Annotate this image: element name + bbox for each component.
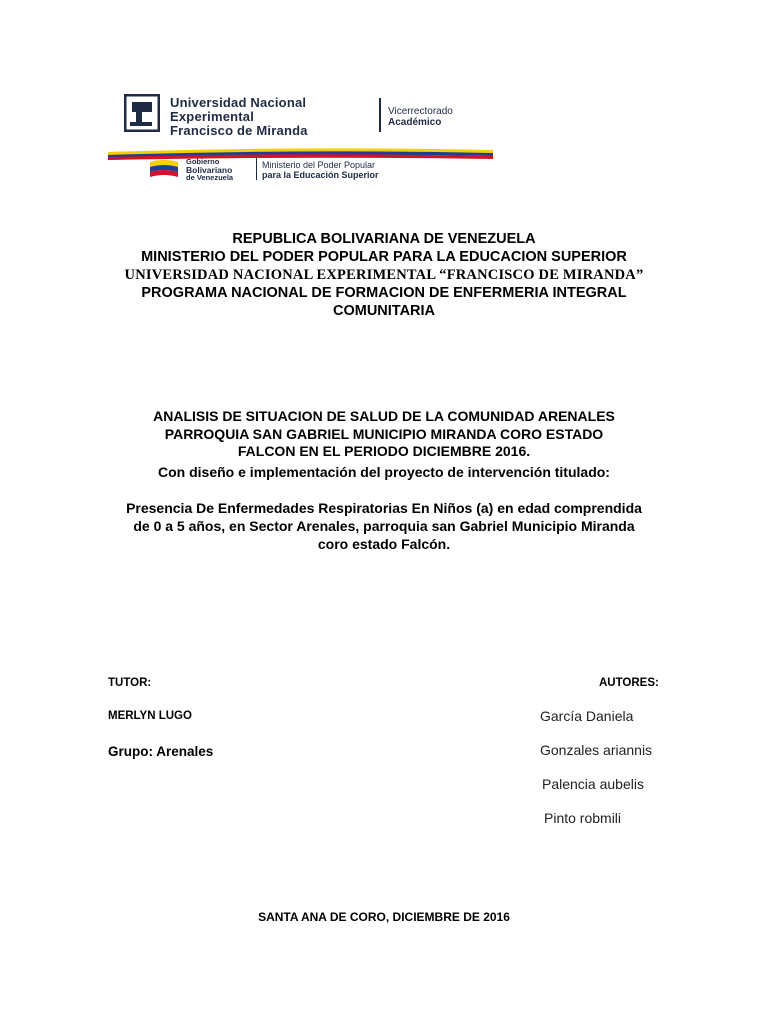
document-header: [0, 230, 768, 320]
author-item: Gonzales ariannis: [540, 742, 653, 758]
header-university: UNIVERSIDAD NACIONAL EXPERIMENTAL “FRANCISCO DE MIRANDA”: [124, 267, 644, 283]
document-subtitle: Con diseño e implementación del proyecto de intervención titulado:: [158, 464, 610, 480]
header-country: REPUBLICA BOLIVARIANA DE VENEZUELA: [232, 231, 536, 247]
header-program: PROGRAMA NACIONAL DE FORMACION DE ENFERMERIA INTEGRAL: [141, 285, 627, 301]
venezuela-flag-icon: [150, 160, 178, 178]
tutor-name: MERLYN LUGO: [108, 710, 192, 722]
ministerio-label: Ministerio del Poder Popular para la Educación Superior: [262, 160, 379, 180]
author-item: García Daniela: [540, 708, 634, 724]
project-title: Presencia De Enfermedades Respiratorias En Niños (a) en edad comprendida de 0 a 5 años, en Sector Arenales, parroquia san Gabriel Municipio Miranda coro estado Falcón.: [126, 500, 642, 552]
author-item: Pinto robmili: [544, 810, 622, 826]
tutor-label: TUTOR:: [108, 677, 152, 689]
authors-label: AUTORES:: [599, 677, 659, 689]
ministry-divider: [256, 158, 257, 180]
flag-stripes-decoration: [108, 148, 493, 160]
header-program-cont: COMUNITARIA: [332, 303, 436, 319]
unefm-emblem-icon: [124, 94, 160, 132]
group-label: Grupo: Arenales: [108, 744, 214, 759]
author-item: Palencia aubelis: [542, 776, 644, 792]
vicerrectorado-label: Vicerrectorado Académico: [388, 106, 453, 128]
university-name: Universidad Nacional Experimental Francisco de Miranda: [170, 95, 308, 138]
gobierno-bolivariano-label: Gobierno Bolivariano de Venezuela: [186, 157, 234, 182]
header-ministry: MINISTERIO DEL PODER POPULAR PARA LA EDUCACION SUPERIOR: [141, 249, 627, 265]
logo-divider: [379, 98, 381, 132]
document-title: ANALISIS DE SITUACION DE SALUD DE LA COMUNIDAD ARENALES PARROQUIA SAN GABRIEL MUNICIPIO MIRANDA CORO ESTADO FALCON EN EL PERIODO DICIEMBRE 2016.: [153, 408, 615, 459]
institution-logo-block: [120, 92, 500, 187]
place-date-footer: SANTA ANA DE CORO, DICIEMBRE DE 2016: [258, 910, 510, 924]
